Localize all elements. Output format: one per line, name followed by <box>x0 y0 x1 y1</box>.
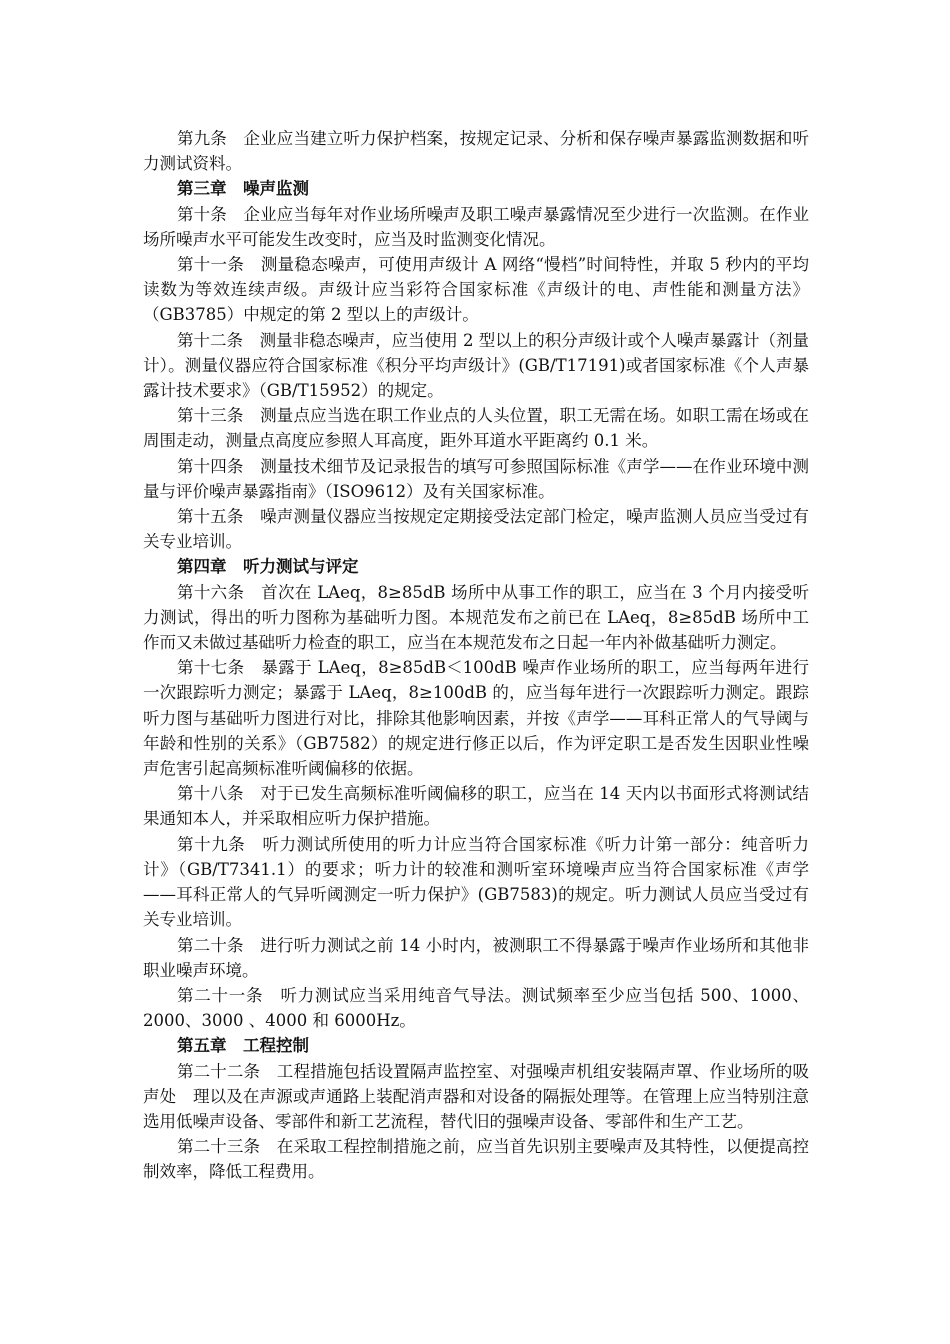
chapter-4-heading: 第四章 听力测试与评定 <box>177 557 359 577</box>
article-15: 第十五条 噪声测量仪器应当按规定定期接受法定部门检定，噪声监测人员应当受过有关专业培训。 <box>143 507 809 552</box>
article-19: 第十九条 听力测试所使用的听力计应当符合国家标准《听力计第一部分：纯音听力计》（GB/T7341.1）的要求；听力计的较准和测听室环境噪声应当符合国家标准《声学——耳科正常人的气异听阈测定一听力保护》(GB7583)的规定。听力测试人员应当受过有关专业培训。 <box>143 834 809 930</box>
chapter-3-heading: 第三章 噪声监测 <box>177 179 309 199</box>
article-23: 第二十三条 在采取工程控制措施之前，应当首先识别主要噪声及其特性，以便提高控制效率，降低工程费用。 <box>143 1137 809 1182</box>
article-16: 第十六条 首次在 LAeq，8≥85dB 场所中从事工作的职工，应当在 3 个月内接受听力测试，得出的听力图称为基础听力图。本规范发布之前已在 LAeq，8≥85dB 场所中工作而又未做过基础听力检查的职工，应当在本规范发布之日起一年内补做基础听力测定。 <box>143 582 809 653</box>
article-20: 第二十条 进行听力测试之前 14 小时内，被测职工不得暴露于噪声作业场所和其他非职业噪声环境。 <box>143 935 809 980</box>
article-9: 第九条 企业应当建立听力保护档案，按规定记录、分析和保存噪声暴露监测数据和听力测试资料。 <box>143 129 809 174</box>
article-11: 第十一条 测量稳态噪声，可使用声级计 A 网络“慢档”时间特性，并取 5 秒内的平均读数为等效连续声级。声级计应当彩符合国家标准《声级计的电、声性能和测量方法》（GB3785）中规定的第 2 型以上的声级计。 <box>143 255 809 325</box>
article-12: 第十二条 测量非稳态噪声，应当使用 2 型以上的积分声级计或个人噪声暴露计（剂量计）。测量仪器应符合国家标准《积分平均声级计》(GB/T17191)或者国家标准《个人声暴露计技术要求》（GB/T15952）的规定。 <box>143 330 809 401</box>
article-13: 第十三条 测量点应当选在职工作业点的人头位置，职工无需在场。如职工需在场或在周围走动，测量点高度应参照人耳高度，距外耳道水平距离约 0.1 米。 <box>143 406 809 451</box>
article-17: 第十七条 暴露于 LAeq，8≥85dB＜100dB 噪声作业场所的职工，应当每两年进行一次跟踪听力测定；暴露于 LAeq，8≥100dB 的，应当每年进行一次跟踪听力测定。跟踪听力图与基础听力图进行对比，排除其他影响因素，并按《声学——耳科正常人的气导阈与年龄和性别的关系》（GB7582）的规定进行修正以后，作为评定职工是否发生因职业性噪声危害引起高频标准听阈偏移的依据。 <box>143 658 809 779</box>
chapter-5-heading: 第五章 工程控制 <box>177 1036 309 1056</box>
article-14: 第十四条 测量技术细节及记录报告的填写可参照国际标准《声学——在作业环境中测量与评价噪声暴露指南》（ISO9612）及有关国家标准。 <box>143 456 809 501</box>
article-10: 第十条 企业应当每年对作业场所噪声及职工噪声暴露情况至少进行一次监测。在作业场所噪声水平可能发生改变时，应当及时监测变化情况。 <box>143 204 809 249</box>
article-22: 第二十二条 工程措施包括设置隔声监控室、对强噪声机组安装隔声罩、作业场所的吸声处 理以及在声源或声通路上装配消声器和对设备的隔振处理等。在管理上应当特别注意选用低噪声设备、零部件和新工艺流程，替代旧的强噪声设备、零部件和生产工艺。 <box>143 1061 809 1131</box>
article-18: 第十八条 对于已发生高频标准听阈偏移的职工，应当在 14 天内以书面形式将测试结果通知本人，并采取相应听力保护措施。 <box>143 784 809 829</box>
article-21: 第二十一条 听力测试应当采用纯音气导法。测试频率至少应当包括 500、1000、2000、3000 、4000 和 6000Hz。 <box>143 985 809 1031</box>
document-body <box>143 126 809 1185</box>
